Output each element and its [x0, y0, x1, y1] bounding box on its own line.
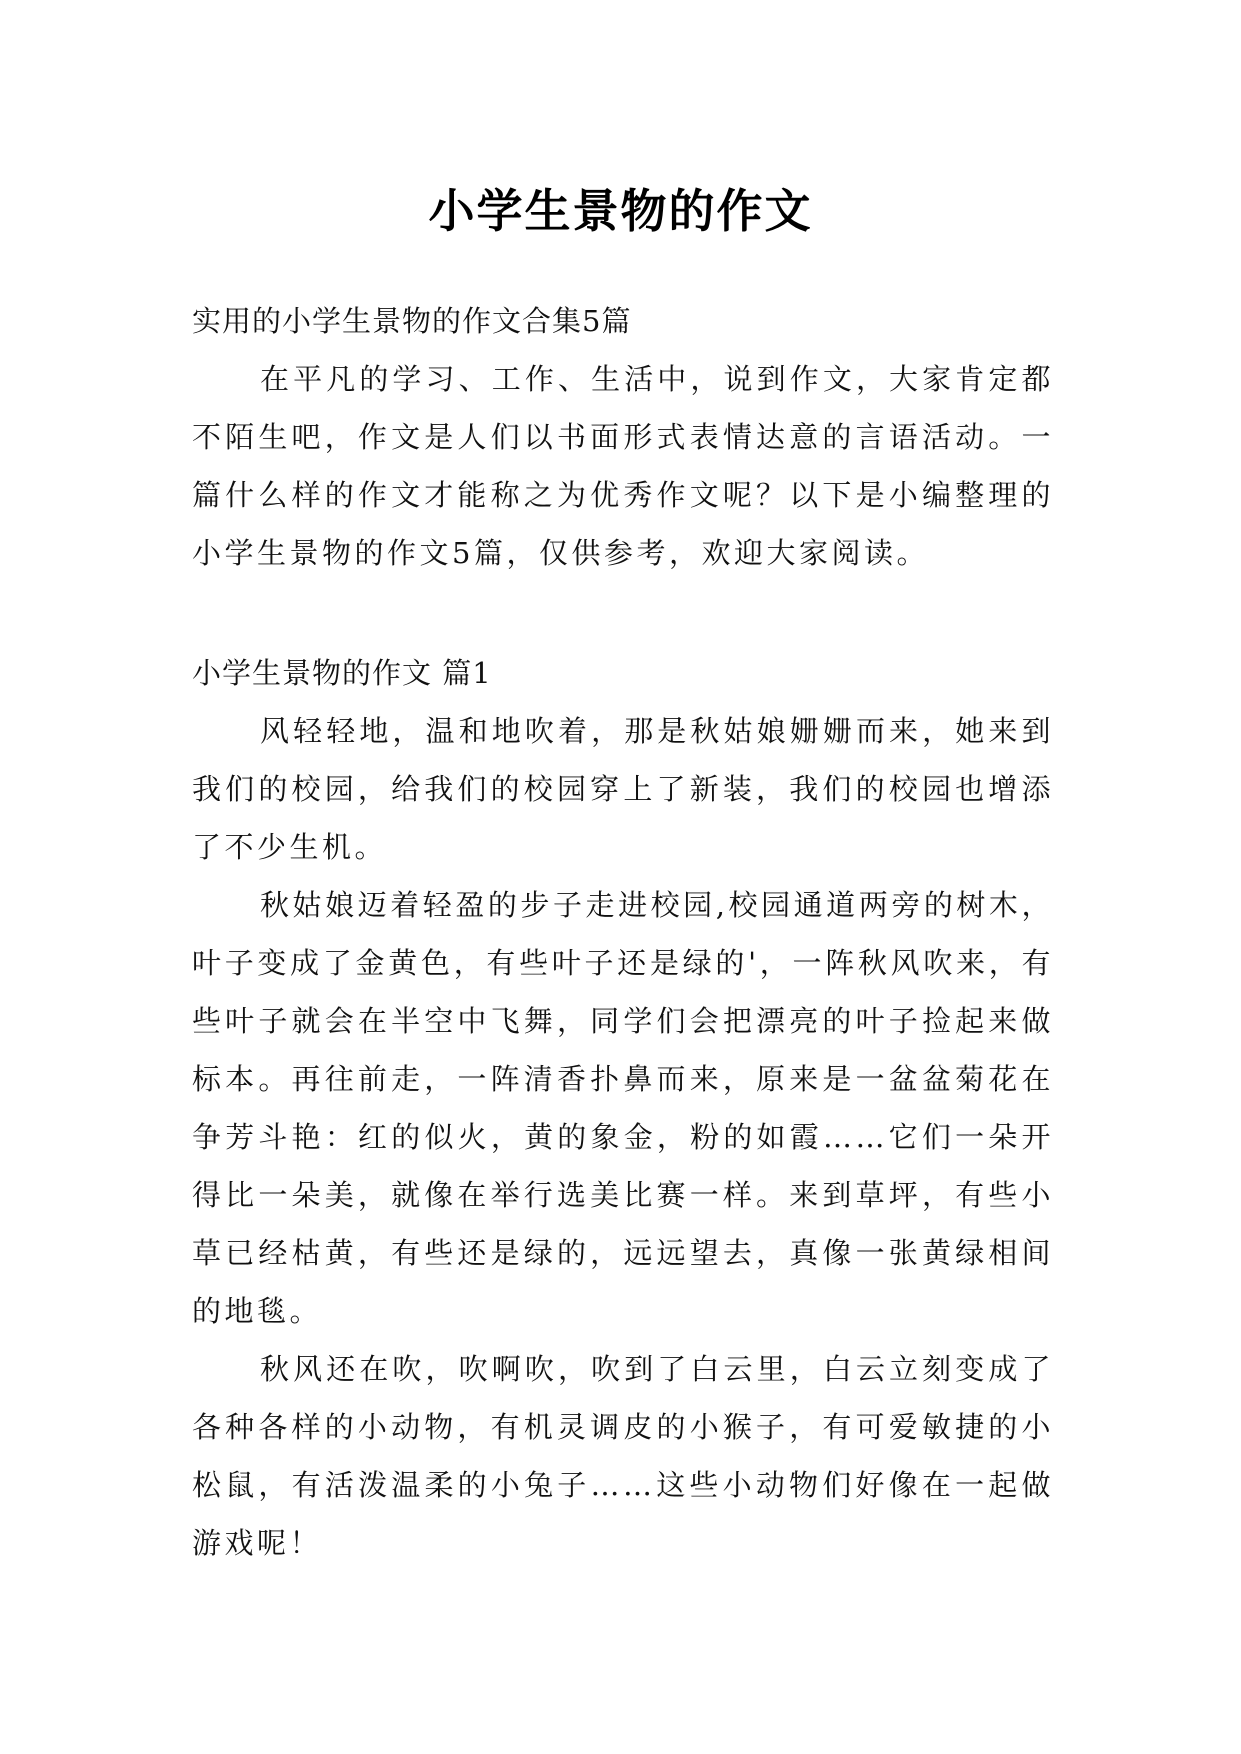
body-paragraph-1: 风轻轻地，温和地吹着，那是秋姑娘姗姗而来，她来到我们的校园，给我们的校园穿上了新装，我们的校园也增添了不少生机。	[192, 714, 1054, 864]
section-heading: 小学生景物的作文 篇1	[192, 656, 492, 690]
body-paragraph-3: 秋风还在吹，吹啊吹，吹到了白云里，白云立刻变成了各种各样的小动物，有机灵调皮的小猴子，有可爱敏捷的小松鼠，有活泼温柔的小兔子……这些小动物们好像在一起做游戏呢！	[192, 1352, 1054, 1560]
body-paragraph-2: 秋姑娘迈着轻盈的步子走进校园,校园通道两旁的树木，叶子变成了金黄色，有些叶子还是绿的'，一阵秋风吹来，有些叶子就会在半空中飞舞，同学们会把漂亮的叶子捡起来做标本。再往前走，一阵清香扑鼻而来，原来是一盆盆菊花在争芳斗艳：红的似火，黄的象金，粉的如霞……它们一朵开得比一朵美，就像在举行选美比赛一样。来到草坪，有些小草已经枯黄，有些还是绿的，远远望去，真像一张黄绿相间的地毯。	[192, 888, 1054, 1328]
document-body	[192, 292, 1054, 1572]
section-spacer	[192, 582, 1054, 644]
document-subtitle: 实用的小学生景物的作文合集5篇	[192, 304, 632, 338]
document-title: 小学生景物的作文	[428, 183, 813, 238]
intro-paragraph: 在平凡的学习、工作、生活中，说到作文，大家肯定都不陌生吧，作文是人们以书面形式表情达意的言语活动。一篇什么样的作文才能称之为优秀作文呢？以下是小编整理的小学生景物的作文5篇，仅供参考，欢迎大家阅读。	[192, 362, 1054, 570]
